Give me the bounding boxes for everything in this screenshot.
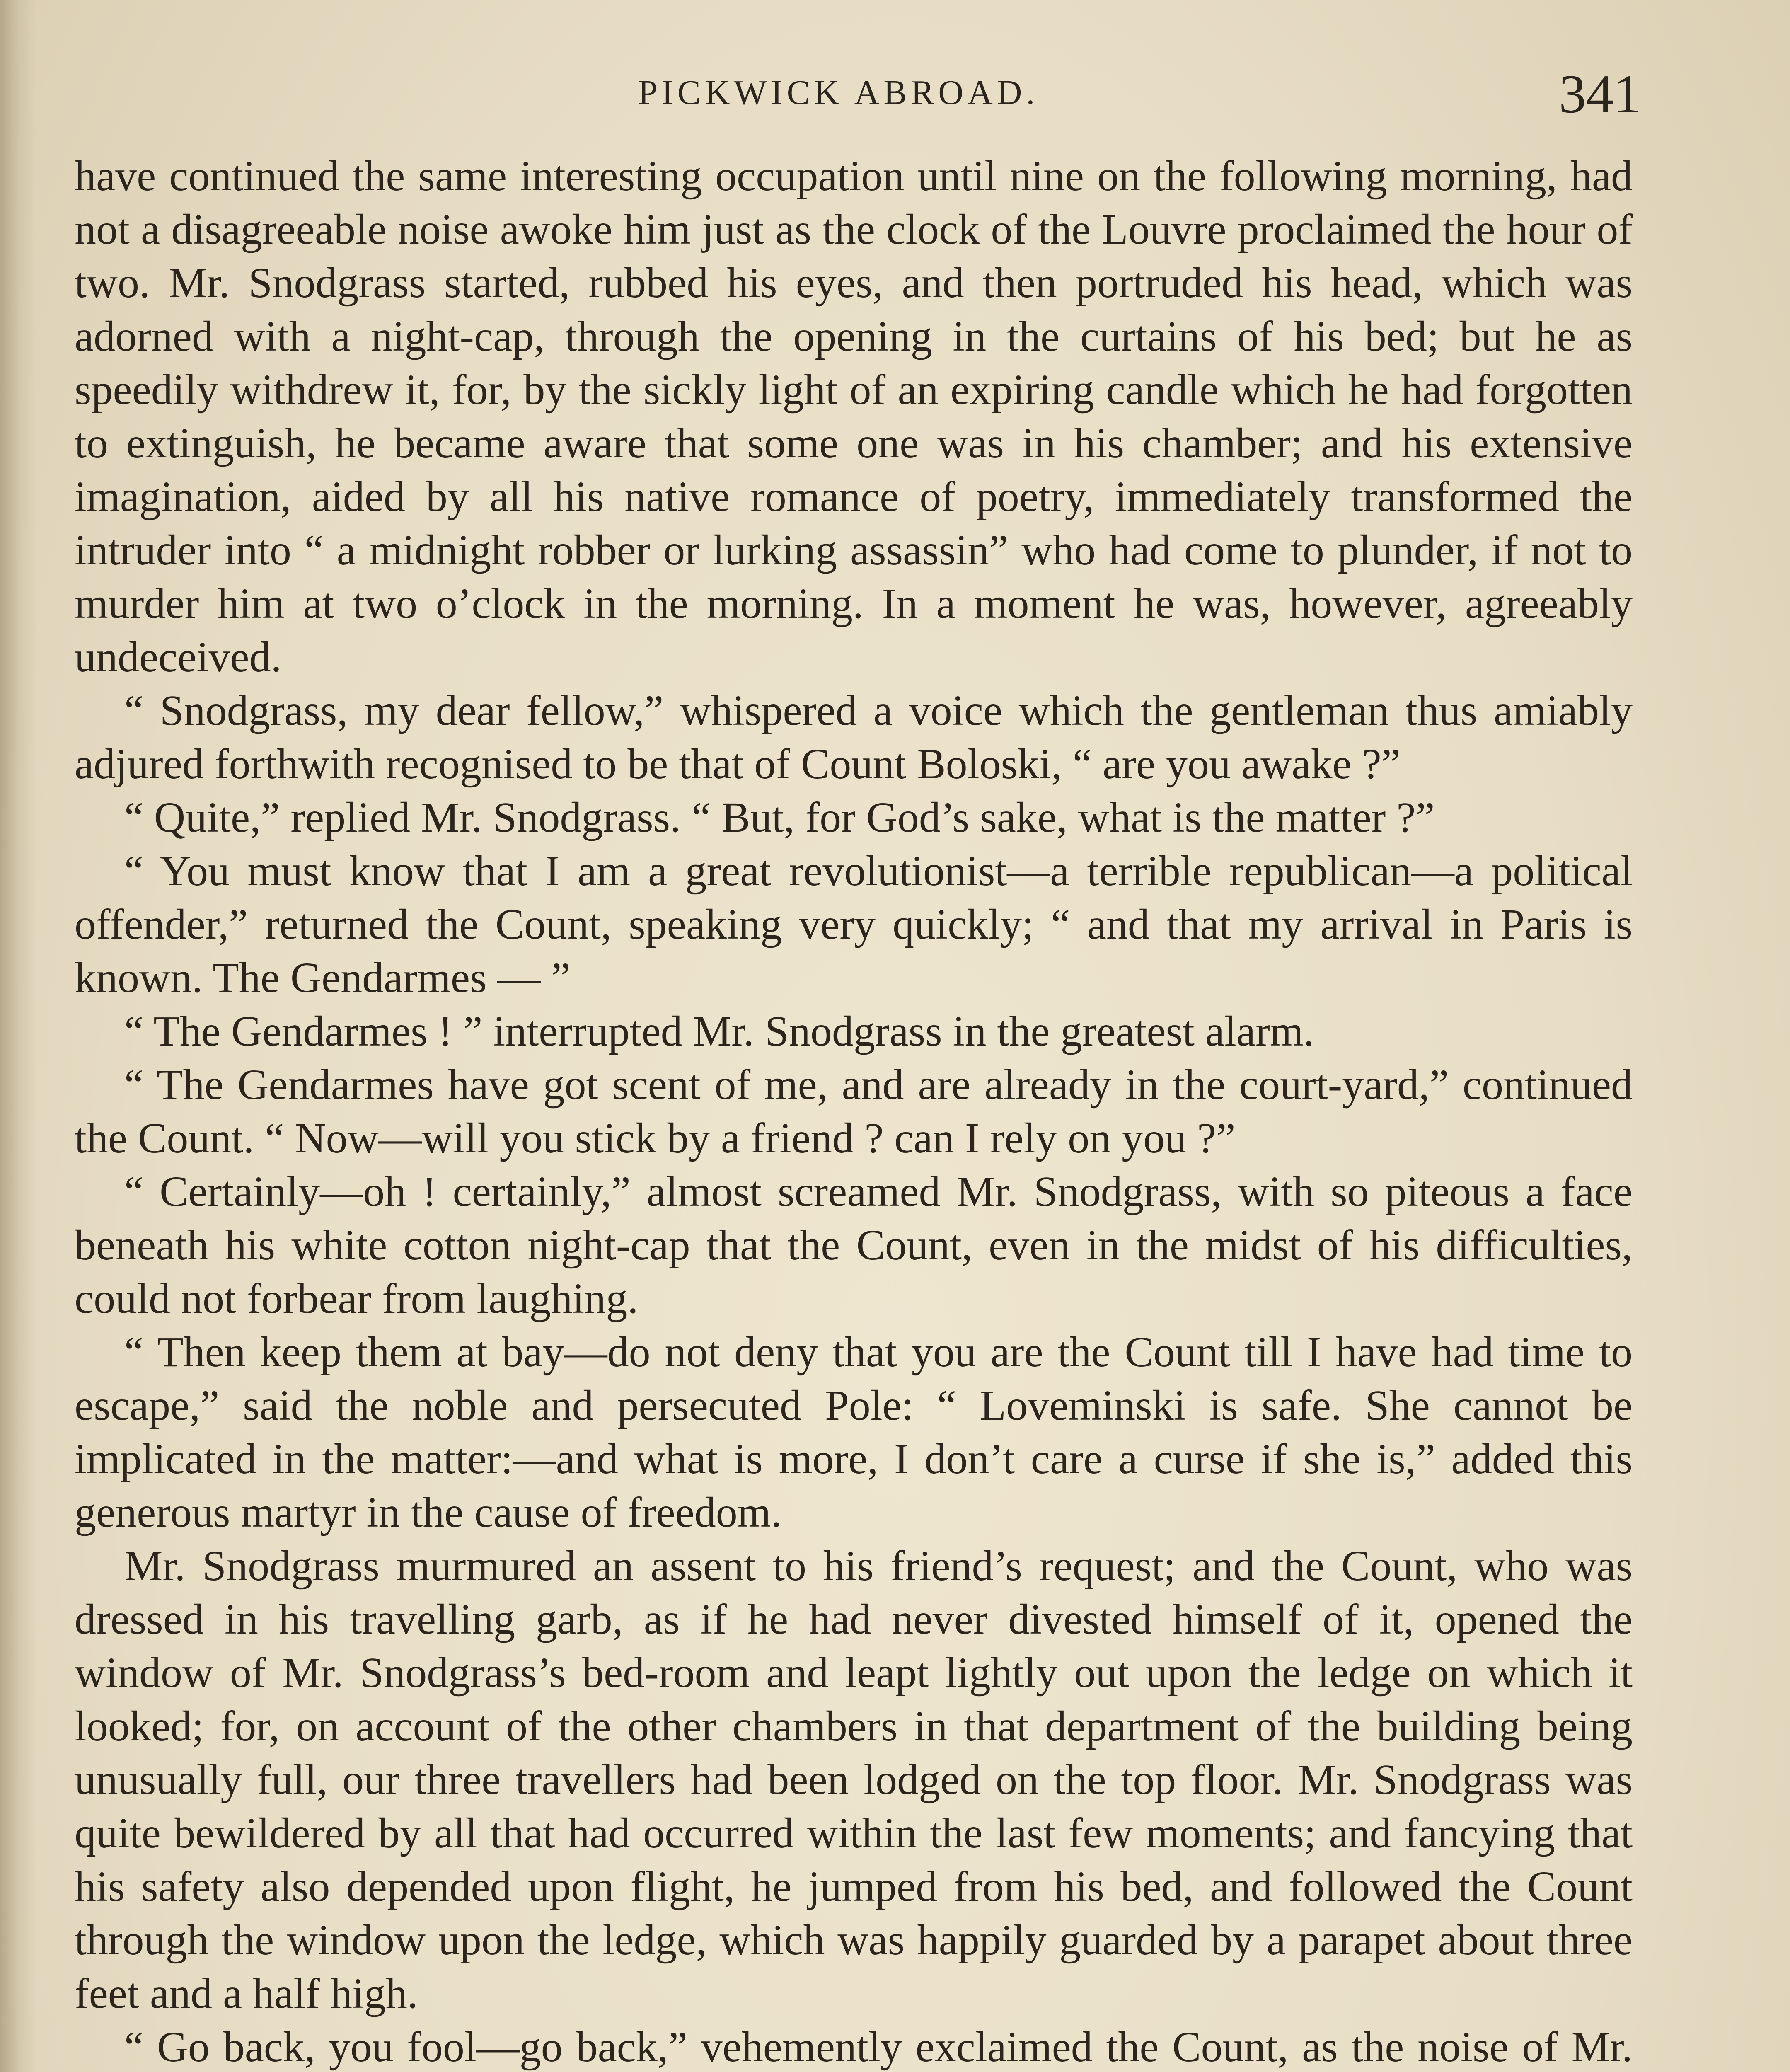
paragraph: Mr. Snodgrass murmured an assent to his friend’s request; and the Count, who was dressed in his travelling garb, as if he had never divested himself of it, opened the window of Mr. Snodgrass’s bed-room and leapt lightly out upon the ledge on which it looked; for, on account of the other chambers in that department of the building being unusually full, our three travellers had been lodged on the top floor. Mr. Snodgrass was quite bewildered by all that had occurred within the last few moments; and fancying that his safety also depended upon flight, he jumped from his bed, and followed the Count through the window upon the ledge, which was happily guarded by a parapet about three feet and a half high. bbox=[75, 1542, 1633, 2017]
paragraph: “ Certainly—oh ! certainly,” almost screamed Mr. Snodgrass, with so piteous a face beneath his white cotton night-cap that the Count, even in the midst of his difficulties, could not forbear from laughing. bbox=[75, 1168, 1633, 1322]
page-number: 341 bbox=[1559, 63, 1641, 124]
body-text bbox=[75, 149, 1633, 2072]
paragraph: “ Go back, you fool—go back,” vehemently exclaimed the Count, as the noise of Mr. bbox=[124, 2023, 1633, 2071]
gutter-shadow bbox=[0, 0, 37, 2072]
paragraph: “ You must know that I am a great revolutionist—a terrible republican—a political offender,” returned the Count, speaking very quickly; “ and that my arrival in Paris is known. The Gendarmes — ” bbox=[75, 847, 1633, 1002]
paragraph: “ The Gendarmes have got scent of me, and are already in the court-yard,” continued the Count. “ Now—will you stick by a friend ? can I rely on you ?” bbox=[75, 1061, 1633, 1162]
running-header bbox=[83, 62, 1641, 124]
paragraph: “ The Gendarmes ! ” interrupted Mr. Snodgrass in the greatest alarm. bbox=[124, 1007, 1314, 1055]
paragraph: have continued the same interesting occupation until nine on the following morning, had not a disagreeable noise awoke him just as the clock of the Louvre proclaimed the hour of two. Mr. Snodgrass started, rubbed his eyes, and then portruded his head, which was adorned with a night-cap, through the opening in the curtains of his bed; but he as speedily withdrew it, for, by the sickly light of an expiring candle which he had forgotten to extinguish, he became aware that some one was in his chamber; and his extensive imagination, aided by all his native romance of poetry, immediately transformed the intruder into “ a midnight robber or lurking assassin” who had come to plunder, if not to murder him at two o’clock in the morning. In a moment he was, however, agreeably undeceived. bbox=[75, 152, 1633, 681]
paragraph: “ Snodgrass, my dear fellow,” whispered a voice which the gentleman thus amiably adjured forthwith recognised to be that of Count Boloski, “ are you awake ?” bbox=[75, 687, 1633, 788]
running-title: PICKWICK ABROAD. bbox=[638, 73, 1039, 112]
paragraph: “ Then keep them at bay—do not deny that you are the Count till I have had time to escape,” said the noble and persecuted Pole: “ Loveminski is safe. She cannot be implicated in the matter:—and what is more, I don’t care a curse if she is,” added this generous martyr in the cause of freedom. bbox=[75, 1328, 1633, 1536]
paragraph: “ Quite,” replied Mr. Snodgrass. “ But, for God’s sake, what is the matter ?” bbox=[124, 794, 1435, 841]
